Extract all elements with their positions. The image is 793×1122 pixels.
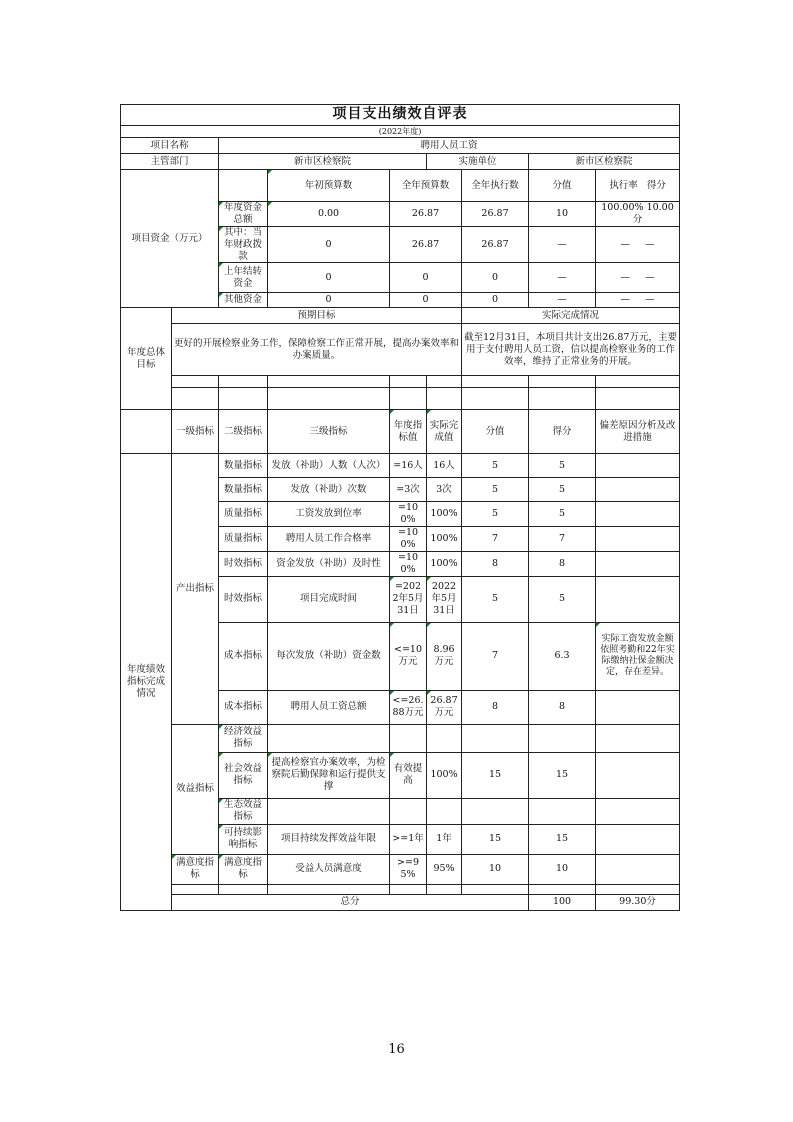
benefit-label: 效益指标	[172, 724, 219, 854]
perf-label: 年度绩效指标完成情况	[121, 454, 172, 910]
benefit-score	[462, 798, 529, 824]
funds-header-rate: 执行率	[609, 179, 638, 191]
funds-row-got: —	[645, 294, 655, 306]
funds-row-rate: —	[620, 294, 630, 306]
output-level2: 时效指标	[219, 576, 268, 622]
goal-expected-label: 预期目标	[172, 308, 462, 324]
year-note: (2022年度)	[121, 126, 680, 138]
output-got: 7	[529, 527, 596, 552]
benefit-level2: 可持续影响指标	[219, 824, 268, 854]
output-level2: 数量指标	[219, 478, 268, 502]
output-label: 产出指标	[172, 454, 219, 724]
funds-row-exec: 26.87	[462, 226, 529, 263]
funds-row-rate-got	[596, 293, 680, 308]
header-score: 分值	[462, 410, 529, 454]
output-actual: 8.96万元	[427, 622, 462, 690]
funds-row-rate: —	[620, 238, 630, 250]
header-level3: 三级指标	[268, 410, 390, 454]
funds-row-score: 10	[529, 202, 596, 227]
output-score: 5	[462, 454, 529, 478]
output-got: 6.3	[529, 622, 596, 690]
total-label: 总分	[172, 894, 529, 910]
header-level1: 一级指标	[172, 410, 219, 454]
benefit-reason	[596, 724, 680, 752]
output-level3: 聘用人员工资总额	[268, 690, 390, 724]
page-number: 16	[388, 1042, 405, 1057]
output-score: 5	[462, 576, 529, 622]
funds-header-budget: 全年预算数	[390, 170, 462, 202]
self-evaluation-table	[120, 104, 680, 170]
output-target: <=26.88万元	[390, 690, 427, 724]
header-actual: 实际完成值	[427, 410, 462, 454]
funds-row-init: 0	[268, 293, 390, 308]
output-level2: 成本指标	[219, 622, 268, 690]
output-reason	[596, 551, 680, 576]
output-reason	[596, 502, 680, 527]
funds-row-init: 0.00	[268, 202, 390, 227]
funds-row-got: —	[645, 238, 655, 250]
benefit-target: 有效提高	[390, 752, 427, 798]
output-target: =3次	[390, 478, 427, 502]
output-level3: 每次发放（补助）资金数	[268, 622, 390, 690]
benefit-score	[462, 724, 529, 752]
satisfaction-actual: 95%	[427, 854, 462, 884]
output-level3: 聘用人员工作合格率	[268, 527, 390, 552]
funds-header-rate-got	[596, 170, 680, 202]
funds-row-score: —	[529, 263, 596, 293]
output-score: 8	[462, 551, 529, 576]
funds-row-exec: 0	[462, 293, 529, 308]
funds-row-got: 10.00分	[632, 202, 674, 225]
output-actual: 100%	[427, 527, 462, 552]
output-actual: 2022年5月31日	[427, 576, 462, 622]
output-level2: 成本指标	[219, 690, 268, 724]
output-actual: 16人	[427, 454, 462, 478]
output-actual: 26.87万元	[427, 690, 462, 724]
funds-header-init: 年初预算数	[268, 170, 390, 202]
funds-row-rate: 100.00%	[601, 202, 644, 213]
output-score: 7	[462, 622, 529, 690]
benefit-actual: 1年	[427, 824, 462, 854]
output-target: =100%	[390, 551, 427, 576]
output-level3: 发放（补助）人数（人次）	[268, 454, 390, 478]
goal-actual: 截至12月31日，本项目共计支出26.87万元，主要用于支付聘用人员工资，信以提高检察业务的工作效率，维持了正常业务的开展。	[462, 324, 680, 376]
funds-row-label: 年度资金总额	[219, 202, 268, 227]
output-score: 7	[462, 527, 529, 552]
benefit-got	[529, 724, 596, 752]
benefit-level2: 生态效益指标	[219, 798, 268, 824]
benefit-actual	[427, 724, 462, 752]
total-score: 100	[529, 894, 596, 910]
output-level2: 质量指标	[219, 527, 268, 552]
output-level3: 发放（补助）次数	[268, 478, 390, 502]
output-target: =100%	[390, 502, 427, 527]
goal-label: 年度总体目标	[121, 308, 172, 410]
output-reason: 实际工资发放金额依照考勤和22年实际缴纳社保金额决定，存在差异。	[596, 622, 680, 690]
funds-row-rate: —	[620, 271, 630, 283]
total-got: 99.30分	[596, 894, 680, 910]
funds-label: 项目资金（万元）	[121, 170, 219, 308]
satisfaction-target: >=95%	[390, 854, 427, 884]
header-got: 得分	[529, 410, 596, 454]
output-actual: 100%	[427, 502, 462, 527]
header-level2: 二级指标	[219, 410, 268, 454]
output-got: 5	[529, 576, 596, 622]
output-level2: 质量指标	[219, 502, 268, 527]
output-got: 5	[529, 502, 596, 527]
dept-value: 新市区检察院	[219, 154, 427, 170]
page-title: 项目支出绩效自评表	[121, 105, 680, 126]
benefit-reason	[596, 824, 680, 854]
output-target: =16人	[390, 454, 427, 478]
benefit-target	[390, 798, 427, 824]
impl-value: 新市区检察院	[529, 154, 680, 170]
funds-row-score: —	[529, 226, 596, 263]
satisfaction-got: 10	[529, 854, 596, 884]
header-target: 年度指标值	[390, 410, 427, 454]
output-score: 8	[462, 690, 529, 724]
funds-row-init: 0	[268, 263, 390, 293]
output-level3: 项目完成时间	[268, 576, 390, 622]
benefit-level3	[268, 798, 390, 824]
benefit-got: 15	[529, 824, 596, 854]
funds-row-init: 0	[268, 226, 390, 263]
satisfaction-score: 10	[462, 854, 529, 884]
funds-header-exec: 全年执行数	[462, 170, 529, 202]
header-reason: 偏差原因分析及改进措施	[596, 410, 680, 454]
benefit-target: >=1年	[390, 824, 427, 854]
output-reason	[596, 454, 680, 478]
output-got: 5	[529, 454, 596, 478]
benefit-level2: 社会效益指标	[219, 752, 268, 798]
benefit-level3	[268, 724, 390, 752]
benefit-reason	[596, 798, 680, 824]
benefit-level3: 提高检察官办案效率，为检察院后勤保障和运行提供支撑	[268, 752, 390, 798]
output-target: <=10万元	[390, 622, 427, 690]
benefit-reason	[596, 752, 680, 798]
output-level3: 资金发放（补助）及时性	[268, 551, 390, 576]
benefit-got: 15	[529, 752, 596, 798]
output-actual: 3次	[427, 478, 462, 502]
funds-row-budget: 0	[390, 293, 462, 308]
funds-row-budget: 26.87	[390, 202, 462, 227]
benefit-score: 15	[462, 752, 529, 798]
project-name-label: 项目名称	[121, 138, 219, 154]
benefit-target	[390, 724, 427, 752]
output-reason	[596, 690, 680, 724]
funds-row-score: —	[529, 293, 596, 308]
funds-header-got: 得分	[646, 179, 666, 191]
output-target: =100%	[390, 527, 427, 552]
output-reason	[596, 478, 680, 502]
output-target: =2022年5月31日	[390, 576, 427, 622]
satisfaction-level2: 满意度指标	[219, 854, 268, 884]
satisfaction-level3: 受益人员满意度	[268, 854, 390, 884]
output-got: 8	[529, 690, 596, 724]
output-level2: 数量指标	[219, 454, 268, 478]
funds-row-rate-got	[596, 226, 680, 263]
funds-row-budget: 26.87	[390, 226, 462, 263]
impl-label: 实施单位	[427, 154, 529, 170]
project-name: 聘用人员工资	[219, 138, 680, 154]
output-level3: 工资发放到位率	[268, 502, 390, 527]
satisfaction-reason	[596, 854, 680, 884]
output-score: 5	[462, 502, 529, 527]
funds-row-label: 其他资金	[219, 293, 268, 308]
funds-row-exec: 0	[462, 263, 529, 293]
funds-row-exec: 26.87	[462, 202, 529, 227]
output-reason	[596, 527, 680, 552]
benefit-actual	[427, 798, 462, 824]
goal-expected: 更好的开展检察业务工作，保障检察工作正常开展，提高办案效率和办案质量。	[172, 324, 462, 376]
output-score: 5	[462, 478, 529, 502]
benefit-actual: 100%	[427, 752, 462, 798]
funds-row-label: 上年结转资金	[219, 263, 268, 293]
funds-row-label: 其中：当年财政拨款	[219, 226, 268, 263]
output-got: 5	[529, 478, 596, 502]
funds-row-rate-got	[596, 263, 680, 293]
benefit-level2: 经济效益指标	[219, 724, 268, 752]
funds-row-got: —	[645, 271, 655, 283]
funds-row-budget: 0	[390, 263, 462, 293]
output-level2: 时效指标	[219, 551, 268, 576]
dept-label: 主管部门	[121, 154, 219, 170]
benefit-level3: 项目持续发挥效益年限	[268, 824, 390, 854]
output-reason	[596, 576, 680, 622]
goal-actual-label: 实际完成情况	[462, 308, 680, 324]
funds-header-score: 分值	[529, 170, 596, 202]
benefit-score: 15	[462, 824, 529, 854]
funds-row-rate-got	[596, 202, 680, 227]
output-got: 8	[529, 551, 596, 576]
output-actual: 100%	[427, 551, 462, 576]
funds-and-indicators-table	[120, 169, 680, 911]
satisfaction-label: 满意度指标	[172, 854, 219, 884]
benefit-got	[529, 798, 596, 824]
